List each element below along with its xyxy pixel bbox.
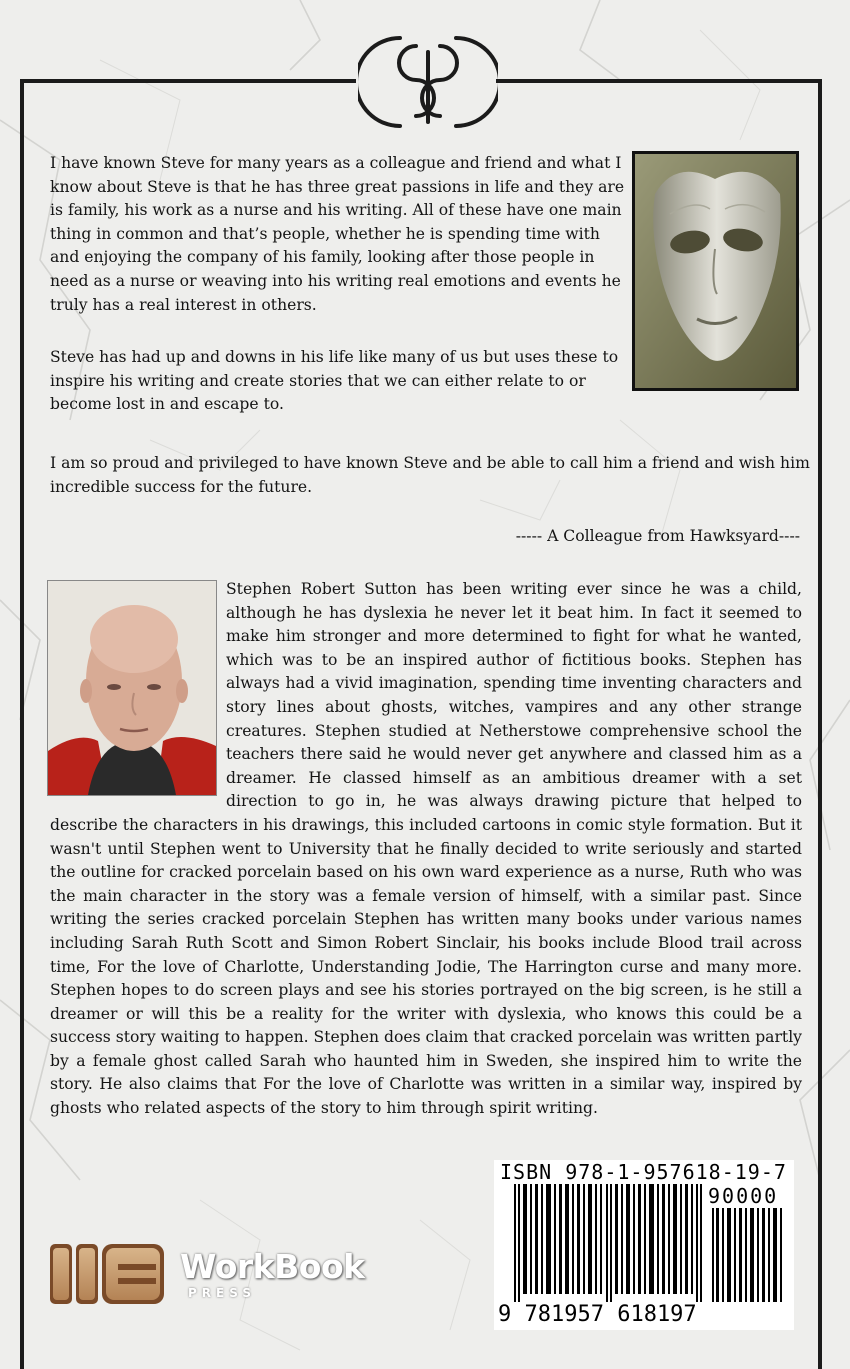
barcode-bars-main — [514, 1184, 704, 1302]
author-bio-text: Stephen Robert Sutton has been writing ever since he was a child, although he has dyslexia he never let it beat him. In fact it seemed to make him stronger and more determined to fight for what he wanted, which was to be an inspired author of fictitious books. Stephen has always had a vivid imagination, spending time inventing characters and story lines about ghosts, witches, vampires and any other strange creatures. Stephen studied at Netherstowe comprehensive school the teachers there said he would never get anywhere and classed him as a dreamer. He classed himself as an ambitious dreamer with a set direction to go in, he was always drawing picture that helped to describe the characters in his drawings, this included cartoons in comic style formation. But it wasn't until Stephen went to University that he finally decided to write seriously and started the outline for cracked porcelain based on his own ward experience as a nurse, Ruth who was the main character in the story was a female version of himself, with a similar past. Since writing the series cracked porcelain Stephen has written many books under various names including Sarah Ruth Scott and Simon Robert Sinclair, his books include Blood trail across time, For the love of Charlotte, Understanding Jodie, The Harrington curse and many more. Stephen hopes to do screen plays and see his stories portrayed on the big screen, is he still a dreamer or will this be a reality for the writer with dyslexia, who knows this could be a success story waiting to happen. Stephen does claim that cracked porcelain was written partly by a female ghost called Sarah who haunted him in Sweden, she inspired him to write the story. He also claims that For the love of Charlotte was written in a similar way, inspired by ghosts who related aspects of the story to him through spirit writing. — [50, 580, 802, 1118]
srs-monogram-logo — [358, 32, 498, 132]
testimonial-paragraph-1: I have known Steve for many years as a colleague and friend and what I know about Steve is that he has three great passions in life and they are is family, his work as a nurse and his writing. All of these have one main thing in common and that’s people, whether he is spending time with and enjoying the company of his family, looking after those people in need as a nurse or weaving into his writing real emotions and events he truly has a real interest in others. — [50, 154, 625, 314]
barcode-digits: 9 781957 618197 — [498, 1302, 697, 1327]
workbook-press-logo-icon — [48, 1240, 168, 1310]
barcode-bars-addon — [712, 1208, 784, 1302]
bio-image-spacer — [50, 578, 226, 806]
testimonial-paragraph-3: I am so proud and privileged to have known Steve and be able to call him a friend and wish him incredible success for the future. — [50, 454, 810, 496]
isbn-barcode — [494, 1160, 794, 1330]
price-code: 90000 — [708, 1184, 779, 1208]
testimonial-signature: ----- A Colleague from Hawksyard---- — [515, 527, 800, 545]
author-bio — [50, 578, 802, 1121]
publisher-subtitle: PRESS — [188, 1286, 256, 1300]
mask-image — [632, 151, 799, 391]
isbn-label: ISBN 978-1-957618-19-7 — [500, 1160, 787, 1184]
publisher-name: WorkBook — [180, 1247, 365, 1286]
testimonial-paragraph-2: Steve has had up and downs in his life like many of us but uses these to inspire his writing and create stories that we can either relate to or become lost in and escape to. — [50, 348, 619, 414]
